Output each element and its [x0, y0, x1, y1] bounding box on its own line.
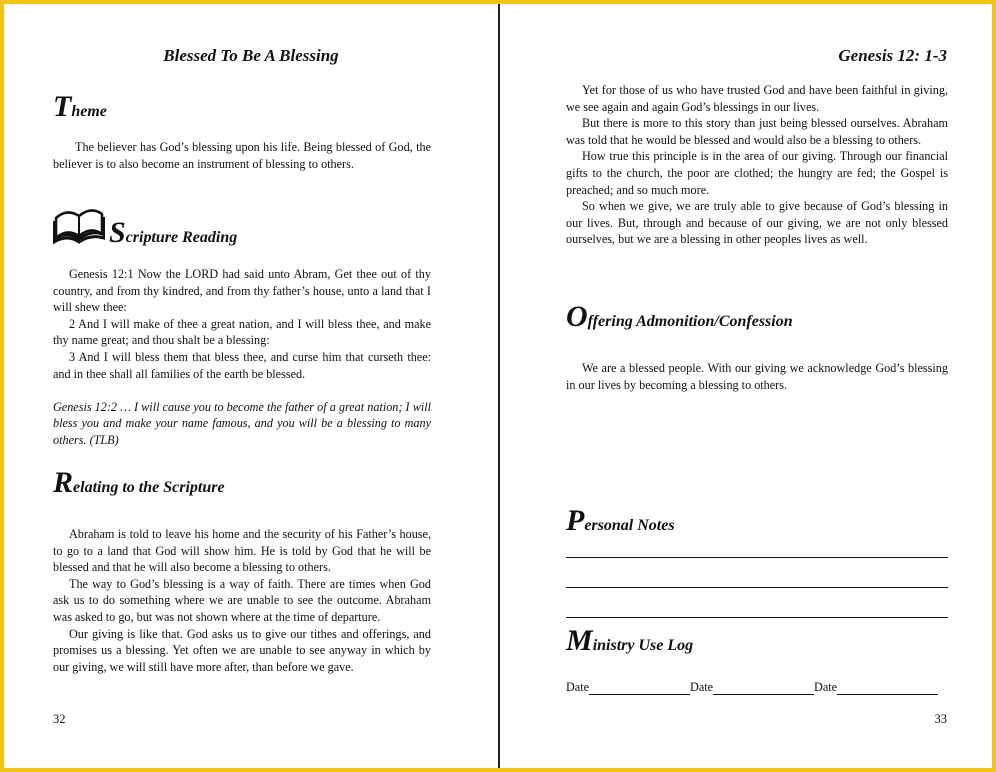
ministry-log-heading: Ministry Use Log [566, 624, 694, 657]
book-spread [4, 4, 992, 768]
offering-heading: Offering Admonition/Confession [566, 300, 793, 333]
verse-paraphrase: Genesis 12:2 … I will cause you to become the father of a great nation; I will bless you and make your name famous, and you will be a blessing to many others. (TLB) [53, 399, 431, 447]
continued-paragraph-1: Yet for those of us who have trusted God and have been faithful in giving, we see again and again God’s blessings in our lives. [566, 83, 948, 114]
date-label: Date [690, 680, 714, 694]
date-field[interactable] [713, 683, 814, 695]
scripture-heading: Scripture Reading [109, 216, 238, 249]
left-page [4, 4, 498, 768]
offering-block [566, 360, 948, 393]
personal-notes-heading: Personal Notes [566, 504, 675, 537]
notes-line[interactable] [566, 557, 948, 558]
relating-paragraph-3: Our giving is like that. God asks us to give our tithes and offerings, and promises us a blessing. Yet often we are unable to see anyway in which by our giving, we will still have more after, than before we gave. [53, 626, 431, 674]
theme-text-block [53, 139, 431, 172]
left-page-number: 32 [53, 712, 66, 726]
continued-paragraph-4: So when we give, we are truly able to give because of God’s blessing in our lives. But, through and because of our giving, we are not only blessed ourselves, but we are a blessing in other peoples lives as well. [566, 199, 948, 247]
scripture-block [53, 266, 431, 449]
notes-line[interactable] [566, 617, 948, 618]
ministry-log-dates [566, 680, 948, 695]
right-page-number: 33 [934, 712, 947, 726]
open-book-icon [53, 204, 105, 246]
notes-line[interactable] [566, 587, 948, 588]
date-field[interactable] [837, 683, 938, 695]
relating-block [53, 526, 431, 675]
theme-heading: Theme [53, 90, 107, 123]
verse-1: Genesis 12:1 Now the LORD had said unto Abram, Get thee out of thy country, and from thy kindred, and from thy father’s house, unto a land that I will shew thee: [53, 267, 431, 315]
offering-text: We are a blessed people. With our giving we acknowledge God’s blessing in our lives by becoming a blessing to others. [566, 361, 948, 392]
right-running-head: Genesis 12: 1-3 [838, 46, 947, 65]
relating-paragraph-2: The way to God’s blessing is a way of faith. There are times when God ask us to do something where we are unable to see the outcome. Abraham was asked to go, but was not shown where at the time of departure. [53, 576, 431, 624]
right-page [500, 4, 992, 768]
date-label: Date [566, 680, 590, 694]
continued-block [566, 82, 948, 248]
relating-heading: Relating to the Scripture [53, 466, 225, 499]
verse-3: 3 And I will bless them that bless thee, and curse him that curseth thee: and in thee shall all families of the earth be blessed. [53, 349, 431, 381]
date-field[interactable] [589, 683, 690, 695]
theme-text: The believer has God’s blessing upon his life. Being blessed of God, the believer is to also become an instrument of blessing to others. [53, 140, 431, 171]
continued-paragraph-2: But there is more to this story than just being blessed ourselves. Abraham was told that he would be blessed and would also be a blessing to others. [566, 116, 948, 147]
continued-paragraph-3: How true this principle is in the area of our giving. Through our financial gifts to the church, the poor are clothed; the hungry are fed; the Gospel is preached; and so much more. [566, 149, 948, 197]
left-running-head: Blessed To Be A Blessing [163, 46, 339, 65]
relating-paragraph-1: Abraham is told to leave his home and the security of his Father’s house, to go to a land that God will show him. He is told by God that he will be blessed and that he will also become a blessing to others. [53, 527, 431, 575]
date-label: Date [814, 680, 838, 694]
verse-2: 2 And I will make of thee a great nation, and I will bless thee, and make thy name great; and thou shalt be a blessing: [53, 316, 431, 348]
